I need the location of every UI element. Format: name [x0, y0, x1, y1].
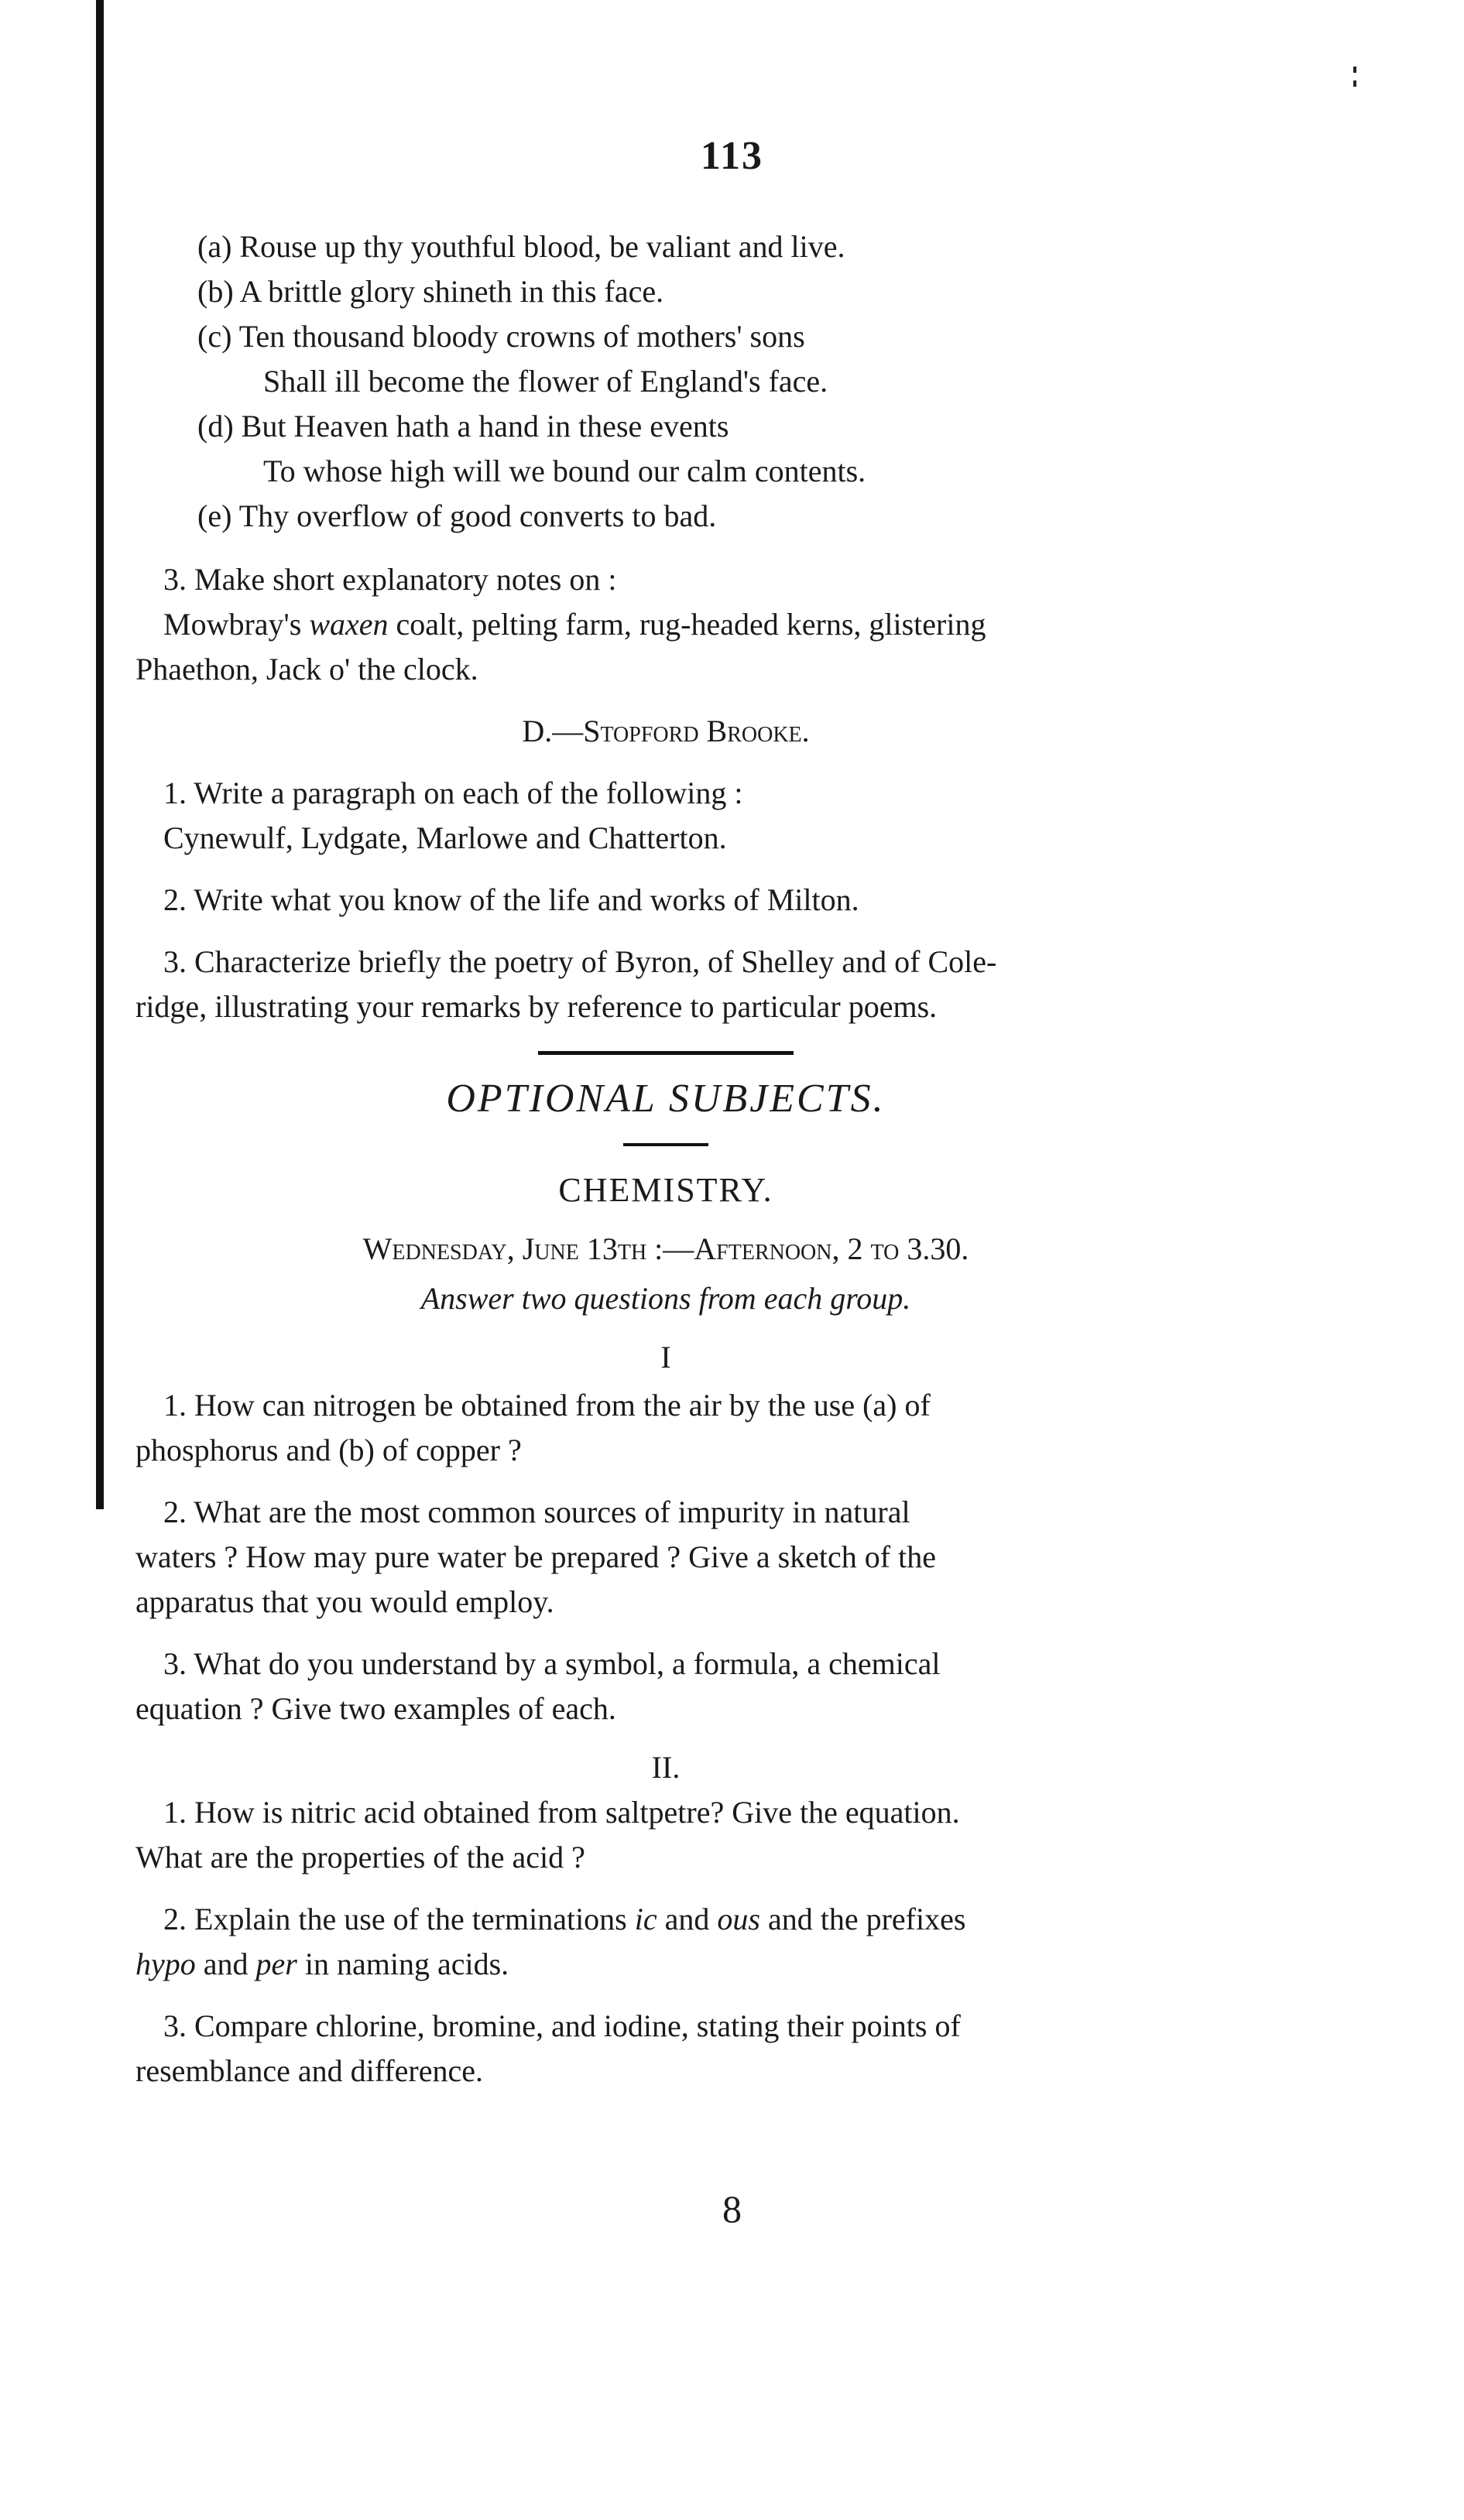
signature-mark: 8 [722, 2187, 742, 2231]
d-question-3: 3. Characterize briefly the poetry of Byron, of Shelley and of Cole- ridge, illustrating your remarks by reference to particular poems. [135, 944, 997, 1024]
group-2-questions [135, 1790, 1196, 2094]
quote-b: (b) A brittle glory shineth in this face. [197, 274, 664, 309]
optional-subjects-heading: OPTIONAL SUBJECTS. [446, 1077, 886, 1121]
speck-mark [1353, 80, 1356, 87]
quote-d-cont: To whose high will we bound our calm contents. [263, 454, 866, 488]
exam-schedule: Wednesday, June 13th :—Afternoon, 2 to 3.30. [362, 1231, 969, 1266]
d-question-2: 2. Write what you know of the life and works of Milton. [163, 882, 859, 917]
group-heading-2: II. [651, 1750, 681, 1785]
page-body [135, 224, 1196, 2094]
quotation-list [135, 224, 1196, 539]
question-3-notes: 3. Make short explanatory notes on : Mowbray's waxen coalt, pelting farm, rug-headed kerns, glistering Phaethon, Jack o' the clock. [135, 562, 986, 686]
section-divider [538, 1051, 794, 1055]
chem-question-3: 3. What do you understand by a symbol, a formula, a chemical equation ? Give two examples of each. [135, 1646, 941, 1726]
quote-c: (c) Ten thousand bloody crowns of mothers' sons [197, 319, 805, 354]
page-number: 113 [700, 134, 764, 178]
quote-c-cont: Shall ill become the flower of England's face. [263, 364, 828, 399]
speck-mark [1353, 67, 1356, 73]
chem-question-1: 1. How can nitrogen be obtained from the air by the use (a) of phosphorus and (b) of copper ? [135, 1388, 931, 1467]
quote-a: (a) Rouse up thy youthful blood, be valiant and live. [197, 229, 845, 264]
d-question-1: 1. Write a paragraph on each of the following : Cynewulf, Lydgate, Marlowe and Chatterton. [163, 776, 743, 855]
section-heading-d: D.—Stopford Brooke. [522, 714, 810, 748]
chem-question-2-3: 3. Compare chlorine, bromine, and iodine, stating their points of resemblance and difference. [135, 2008, 961, 2088]
chemistry-heading: CHEMISTRY. [558, 1171, 773, 1209]
binding-edge [96, 0, 104, 1509]
chem-question-2: 2. What are the most common sources of impurity in natural waters ? How may pure water be prepared ? Give a sketch of the apparatus that you would employ. [135, 1495, 936, 1619]
exam-instruction: Answer two questions from each group. [420, 1281, 911, 1316]
quote-d: (d) But Heaven hath a hand in these events [197, 409, 729, 443]
quote-e: (e) Thy overflow of good converts to bad. [197, 498, 717, 533]
group-heading-1: I [660, 1340, 671, 1375]
heading-divider [623, 1143, 708, 1146]
group-1-questions [135, 1383, 1196, 1731]
chem-question-2-2: 2. Explain the use of the terminations ic and ous and the prefixes hypo and per in naming acids. [135, 1902, 966, 1981]
chem-question-2-1: 1. How is nitric acid obtained from saltpetre? Give the equation. What are the properties of the acid ? [135, 1795, 960, 1875]
